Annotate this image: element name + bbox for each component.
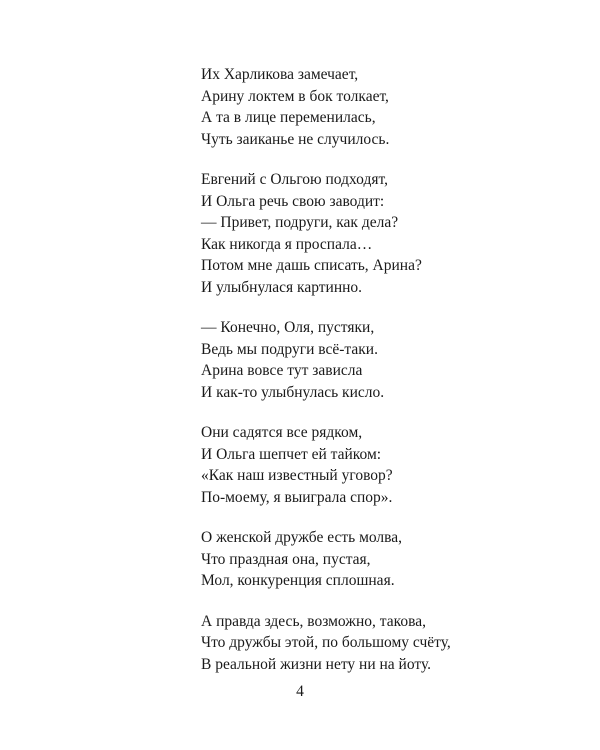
- poem-line: Мол, конкуренция сплошная.: [201, 572, 395, 589]
- poem-line: И как-то улыбнулась кисло.: [201, 383, 385, 401]
- poem-line: Арину локтем в бок толкает,: [201, 87, 389, 105]
- poem-line: Потом мне дашь списать, Арина?: [201, 257, 422, 274]
- poem-line: — Привет, подруги, как дела?: [201, 214, 399, 231]
- poem-line: Арина вовсе тут зависла: [201, 362, 363, 379]
- poem-line: Евгений с Ольгою подходят,: [201, 171, 388, 188]
- poem-line: Как никогда я проспала…: [201, 235, 373, 253]
- poem-line: «Как наш известный уговор?: [201, 467, 393, 484]
- poem-line: О женской дружбе есть молва,: [201, 529, 403, 546]
- poem-line: В реальной жизни нету ни на йоту.: [201, 655, 432, 673]
- poem-line: И Ольга шепчет ей тайком:: [201, 445, 382, 463]
- poem-line: Ведь мы подруги всё-таки.: [201, 340, 378, 358]
- page-number: 4: [296, 683, 304, 700]
- stanza-3: [201, 317, 581, 403]
- poem-body: [201, 64, 581, 694]
- poem-line: Что праздная она, пустая,: [201, 550, 371, 568]
- poem-line: Что дружбы этой, по большому счёту,: [201, 634, 451, 651]
- stanza-4: [201, 422, 581, 508]
- poem-line: А та в лице переменилась,: [201, 109, 376, 126]
- poem-line: И Ольга речь свою заводит:: [201, 192, 385, 210]
- stanza-1: [201, 64, 581, 150]
- stanza-6: [201, 611, 581, 676]
- poem-line: Они садятся все рядком,: [201, 424, 363, 441]
- poem-line: По-моему, я выиграла спор».: [201, 488, 393, 506]
- poem-line: И улыбнулася картинно.: [201, 278, 363, 296]
- poem-line: Чуть заиканье не случилось.: [201, 130, 390, 148]
- poem-line: Их Харликова замечает,: [201, 66, 359, 83]
- poem-line: А правда здесь, возможно, такова,: [201, 612, 427, 630]
- poem-line: — Конечно, Оля, пустяки,: [201, 319, 375, 336]
- stanza-5: [201, 527, 581, 592]
- stanza-2: [201, 169, 581, 298]
